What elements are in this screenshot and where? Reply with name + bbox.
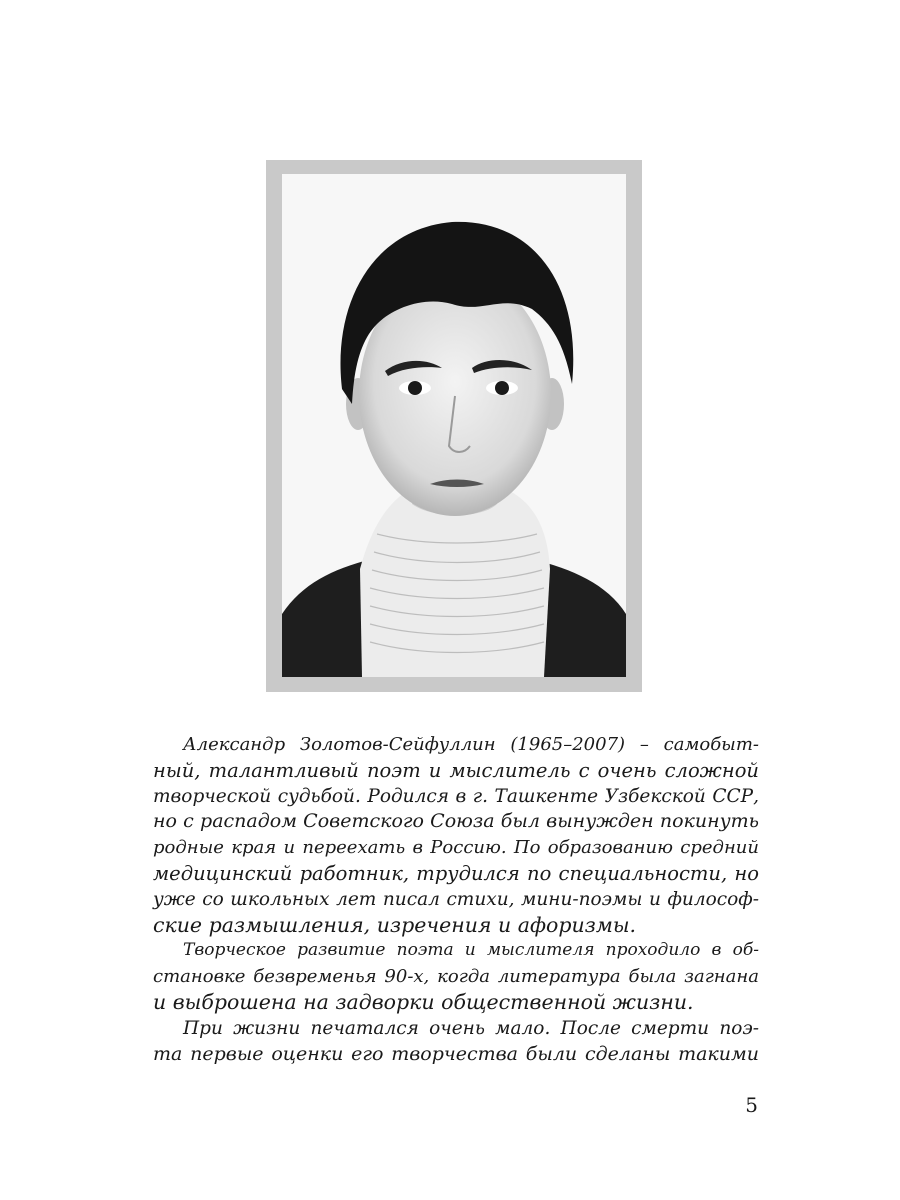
text-line: та первые оценки его творчества были сделаны такими xyxy=(153,1042,759,1065)
text-line: творческой судьбой. Родился в г. Ташкенте Узбекской ССР, xyxy=(153,785,759,807)
text-line: становке безвременья 90-х, когда литература была загнана xyxy=(153,966,759,988)
page-number: 5 xyxy=(745,1093,758,1117)
text-line: медицинский работник, трудился по специальности, но xyxy=(153,861,759,885)
paragraph-2 xyxy=(153,938,759,1015)
portrait-photo xyxy=(282,174,626,677)
paragraph-3 xyxy=(153,1016,759,1068)
text-line: При жизни печатался очень мало. После смерти поэ- xyxy=(183,1017,759,1039)
text-line: Александр Золотов-Сейфуллин (1965–2007) – самобыт- xyxy=(183,734,759,755)
text-line: и выброшена на задворки общественной жизни. xyxy=(153,989,694,1014)
biography-text xyxy=(153,732,759,1067)
text-line: ный, талантливый поэт и мыслитель с очень сложной xyxy=(153,758,759,782)
portrait-photo-frame xyxy=(266,160,642,692)
text-line: уже со школьных лет писал стихи, мини-поэмы и философ- xyxy=(153,888,759,910)
text-line: ские размышления, изречения и афоризмы. xyxy=(153,912,637,937)
text-line: но с распадом Советского Союза был вынужден покинуть xyxy=(153,810,759,833)
paragraph-1 xyxy=(153,732,759,938)
text-line: Творческое развитие поэта и мыслителя проходило в об- xyxy=(183,940,759,961)
text-line: родные края и переехать в Россию. По образованию средний xyxy=(153,837,759,859)
